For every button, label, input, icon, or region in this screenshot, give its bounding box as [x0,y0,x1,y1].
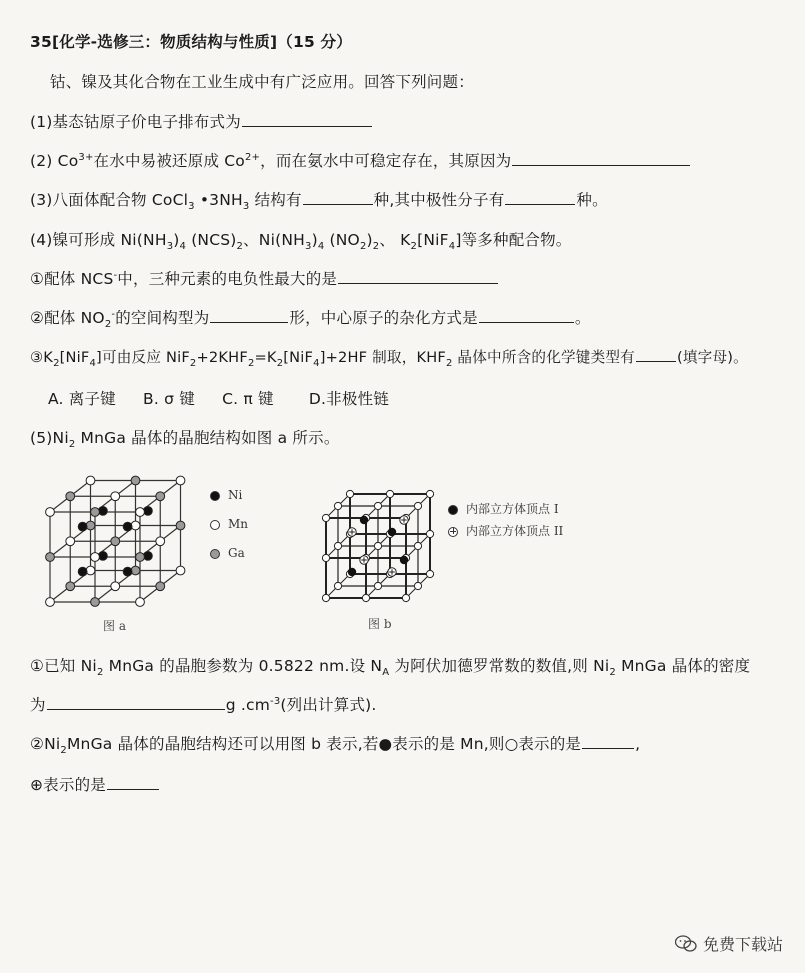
mn-atom [156,537,165,546]
q5-2-t1: ②Ni [30,735,61,753]
circled-plus-icon [448,527,458,537]
q5-t2: MnGa 晶体的晶胞结构如图 a 所示。 [75,429,340,447]
ga-atom [66,582,75,591]
intro-text: 钴、镍及其化合物在工业生成中有广泛应用。回答下列问题： [50,73,474,91]
answer-blank-3b[interactable] [505,190,575,205]
q1-text: (1)基态钴原子价电子排布式为 [30,113,241,131]
q4-t2: ) [173,231,180,249]
open-atom [334,542,341,549]
q4-1-sup: - [113,269,118,281]
ni-atom [123,567,132,576]
q4-3-s7: 2 [446,357,453,369]
question-title: 35[化学-选修三：物质结构与性质]（15 分） [30,33,352,51]
mn-atom [176,476,185,485]
mn-atom [136,598,145,607]
q4-1-text-a: ①配体 NCS [30,270,114,288]
q4-3-t8: 晶体中所含的化学键类型有 [452,349,635,366]
q3-text-c: 结构有 [249,191,302,209]
legend-mn-label: Mn [228,517,249,531]
mn-atom [111,582,120,591]
question-4-2 [30,306,591,330]
question-5-2 [30,732,640,756]
q2-text-b: 在水中易被还原成 Co [93,152,245,170]
answer-blank-4-1[interactable] [338,269,498,284]
answer-blank-4-2b[interactable] [479,308,574,323]
q5-1-s3: 2 [609,667,616,679]
q4-2-text-a: ②配体 NO [30,309,105,327]
legend-mn [210,517,248,531]
q4-t9: [NiF [417,231,449,249]
wechat-icon [675,935,697,953]
ga-atom [131,476,140,485]
q4-2-text-c: 形，中心原子的杂化方式是 [289,309,478,327]
ga-atom [111,537,120,546]
q4-3-s2: 4 [89,357,97,369]
watermark-text: 免费下载站 [702,935,783,954]
q4-3-s1: 2 [53,357,60,369]
q4-3-t7: ]+2HF 制取，KHF [319,349,447,366]
q4-s6: 2 [359,241,367,253]
answer-blank-3a[interactable] [303,190,373,205]
legend-vertex-2 [448,522,563,539]
q3-text-e: 种。 [576,191,608,209]
q4-1-text-b: 中，三种元素的电负性最大的是 [117,270,338,288]
vertex-i-atom [360,516,368,524]
open-atom [386,490,393,497]
ni-dot-icon [210,491,220,501]
q4-t8: 、 K [379,231,411,249]
q4-3-s4: 2 [247,357,255,369]
q4-3-s5: 2 [276,357,284,369]
q5-s1: 2 [68,439,76,451]
ga-atom [176,521,185,530]
ga-atom [156,582,165,591]
ga-dot-icon [210,549,220,559]
crystal-cell-figure-b [318,486,436,604]
q5-1-s2: A [382,667,390,679]
q4-s9: 4 [448,241,456,253]
question-5-1-cont [30,693,377,715]
open-atom [374,582,381,589]
q4-s3: 2 [236,241,244,253]
q4-t7: ) [366,231,373,249]
open-atom [414,502,421,509]
q4-3-s6: 4 [313,357,320,369]
ga-atom [66,492,75,501]
q5-1-t2: MnGa 的晶胞参数为 0.5822 nm.设 N [103,657,383,675]
question-5 [30,426,340,450]
mn-atom [131,521,140,530]
vertex-i-atom [400,556,408,564]
mn-atom [136,508,145,517]
answer-blank-2[interactable] [512,151,690,166]
open-atom [362,594,369,601]
ga-atom [91,598,100,607]
ga-atom [136,553,145,562]
q5-t1: (5)Ni [30,429,69,447]
ni-atom [123,522,132,531]
mn-atom [91,553,100,562]
open-atom [426,530,433,537]
q4-2-sub: 2 [104,319,112,331]
q3-sub-1: 3 [188,201,195,213]
legend-ni [210,488,242,502]
option-d[interactable]: D.非极性链 [308,390,389,408]
mn-atom [46,508,55,517]
q2-text-a: (2) Co [30,152,79,170]
option-a[interactable]: A. 离子键 [48,390,116,408]
figure-b-caption: 图 b [368,617,392,631]
open-atom [426,490,433,497]
question-5-1 [30,654,750,678]
q4-3-t9: (填字母)。 [676,349,748,366]
q3-text-a: (3)八面体配合物 CoCl [30,191,189,209]
q5-1b-t2: g .cm [225,696,271,714]
figure-a-caption: 图 a [103,619,126,633]
question-4-3 [30,346,748,369]
q2-sup-2: 2+ [244,151,261,163]
q4-s5: 4 [317,241,325,253]
q5-1-s1: 2 [96,667,104,679]
open-atom [334,582,341,589]
option-b[interactable]: B. σ 键 [143,390,195,408]
legend-ga-label: Ga [228,546,245,560]
q2-sup-1: 3+ [78,151,94,163]
q4-t4: 、Ni(NH [243,231,306,249]
q4-t1: (4)镍可形成 Ni(NH [30,231,167,249]
answer-blank-5-3[interactable] [107,775,159,790]
ga-atom [156,492,165,501]
crystal-cell-figure-a [40,462,200,612]
q4-3-t3: ]可由反应 NiF [96,349,190,366]
q4-3-t2: [NiF [59,349,90,366]
mn-atom [66,537,75,546]
q5-1b-t1: 为 [30,696,46,714]
q5-1-t4: MnGa 晶体的密度 [615,657,751,675]
q3-text-d: 种,其中极性分子有 [373,191,505,209]
q5-1-t3: 为阿伏加德罗常数的数值,则 Ni [389,657,610,675]
q4-t5: ) [311,231,318,249]
answer-blank-4-3[interactable] [636,347,676,362]
option-row [48,387,389,409]
question-2 [30,149,691,171]
q4-s4: 3 [305,241,312,253]
open-atom [322,594,329,601]
q4-3-t6: [NiF [283,349,314,366]
q4-3-t1: ③K [30,349,54,366]
legend-ga [210,546,245,560]
q4-2-text-b: 的空间构型为 [115,309,210,327]
open-atom [322,554,329,561]
ni-atom [78,567,87,576]
ga-atom [91,508,100,517]
mn-atom [111,492,120,501]
ni-atom [143,551,152,560]
q5-2-t2: MnGa 晶体的晶胞结构还可以用图 b 表示,若●表示的是 Mn,则○表示的是 [66,735,582,753]
open-atom [414,542,421,549]
open-atom [322,514,329,521]
vertex-i-atom [348,568,356,576]
legend-vertex-1 [448,500,559,517]
answer-blank-5-1[interactable] [47,695,225,710]
q4-2-text-d: 。 [574,309,591,327]
open-atom [402,594,409,601]
ga-atom [131,566,140,575]
open-atom [414,582,421,589]
q4-s8: 2 [410,241,418,253]
q3-sub-2: 3 [242,201,250,213]
q5-3-text: ⊕表示的是 [30,776,106,794]
q4-t6: (NO [324,231,360,249]
legend-vertex-2-label: 内部立方体顶点 II [466,524,564,538]
open-atom [346,490,353,497]
ni-atom [98,506,107,515]
watermark [675,932,783,955]
open-atom [334,502,341,509]
mn-atom [86,566,95,575]
mn-atom [46,598,55,607]
q4-s7: 2 [372,241,380,253]
answer-blank-1[interactable] [242,112,372,127]
q4-3-s3: 2 [189,357,197,369]
legend-vertex-1-label: 内部立方体顶点 I [466,502,559,516]
q4-s1: 3 [166,241,174,253]
filled-dot-icon [448,505,458,515]
q4-3-t5: =K [254,349,277,366]
q5-2-s1: 2 [60,745,67,757]
mn-dot-icon [210,520,220,530]
q4-t10: ]等多种配合物。 [455,231,572,249]
q4-s2: 4 [179,241,187,253]
question-4-1 [30,267,499,289]
mn-atom [86,476,95,485]
option-c[interactable]: C. π 键 [222,390,274,408]
answer-blank-4-2a[interactable] [210,308,288,323]
q4-2-sup: - [111,308,116,320]
open-atom [374,502,381,509]
ni-atom [78,522,87,531]
q5-2-t3: , [635,735,641,753]
ga-atom [46,553,55,562]
vertex-i-atom [388,528,396,536]
ga-atom [86,521,95,530]
question-4 [30,228,572,252]
mn-atom [176,566,185,575]
q4-t3: (NCS) [186,231,237,249]
q5-1b-t3: (列出计算式). [280,696,377,714]
q5-1b-sup: -3 [270,695,281,707]
q5-1-t1: ①已知 Ni [30,657,97,675]
legend-ni-label: Ni [228,488,243,502]
ni-atom [143,506,152,515]
open-atom [374,542,381,549]
question-5-3 [30,773,160,795]
question-3 [30,188,608,212]
q4-3-t4: +2KHF [196,349,248,366]
open-atom [426,570,433,577]
question-1 [30,110,373,132]
answer-blank-5-2[interactable] [582,734,634,749]
q3-text-b: •3NH [194,191,243,209]
q2-text-c: ，而在氨水中可稳定存在，其原因为 [260,152,512,170]
ni-atom [98,551,107,560]
